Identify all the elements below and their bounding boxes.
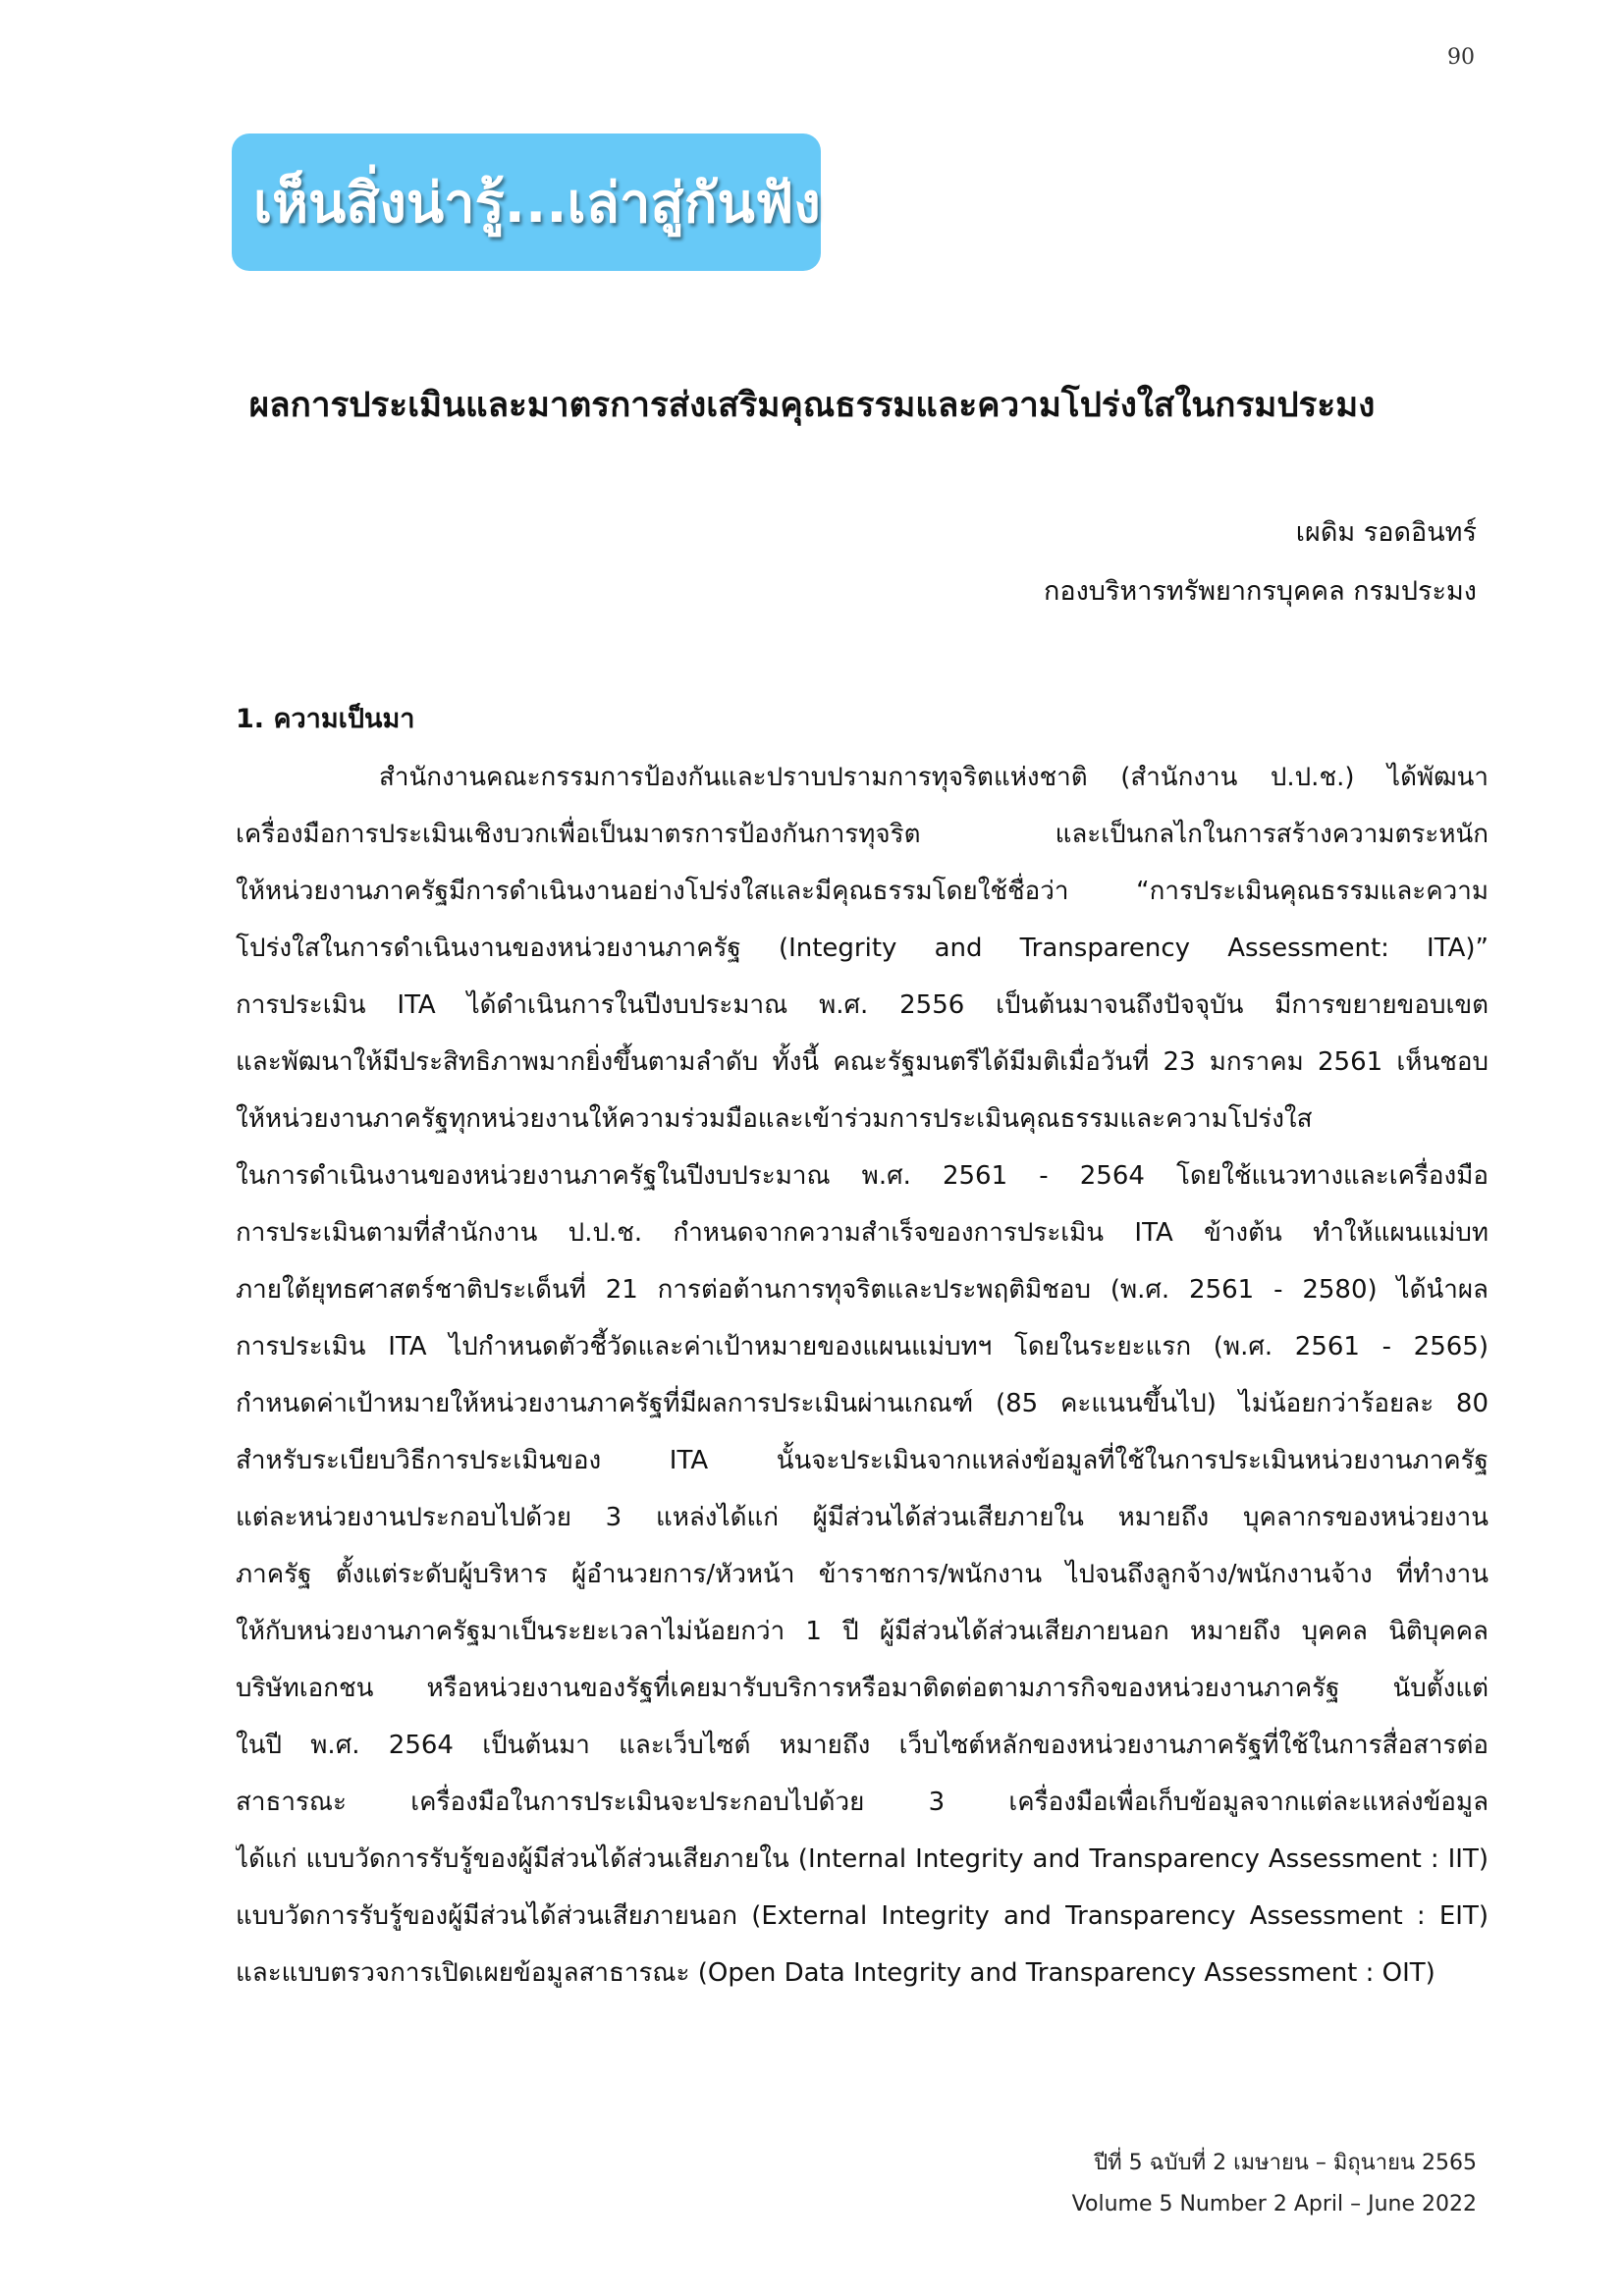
paragraph-line: สำหรับระเบียบวิธีการประเมินของ ITA นั้นจะประเมินจากแหล่งข้อมูลที่ใช้ในการประเมินหน่วยงานภาครัฐ bbox=[236, 1446, 1489, 1475]
page-number: 90 bbox=[1447, 45, 1475, 70]
paragraph-line: แต่ละหน่วยงานประกอบไปด้วย 3 แหล่งได้แก่ ผู้มีส่วนได้ส่วนเสียภายใน หมายถึง บุคลากรของหน่วยงาน bbox=[236, 1503, 1489, 1532]
paragraph-line: ให้กับหน่วยงานภาครัฐมาเป็นระยะเวลาไม่น้อยกว่า 1 ปี ผู้มีส่วนได้ส่วนเสียภายนอก หมายถึง บุคคล นิติบุคคล bbox=[236, 1617, 1489, 1646]
article-title: ผลการประเมินและมาตรการส่งเสริมคุณธรรมและความโปร่งใสในกรมประมง bbox=[248, 386, 1376, 425]
body-paragraph bbox=[236, 749, 1489, 2002]
paragraph-line: ในปี พ.ศ. 2564 เป็นต้นมา และเว็บไซต์ หมายถึง เว็บไซต์หลักของหน่วยงานภาครัฐที่ใช้ในการสื่อสารต่อ bbox=[236, 1731, 1489, 1760]
paragraph-line: ให้หน่วยงานภาครัฐทุกหน่วยงานให้ความร่วมมือและเข้าร่วมการประเมินคุณธรรมและความโปร่งใส bbox=[236, 1104, 1313, 1134]
author-affiliation: กองบริหารทรัพยากรบุคคล กรมประมง bbox=[1044, 576, 1477, 607]
paragraph-line: ในการดำเนินงานของหน่วยงานภาครัฐในปีงบประมาณ พ.ศ. 2561 - 2564 โดยใช้แนวทางและเครื่องมือ bbox=[236, 1161, 1489, 1191]
footer-issue-english: Volume 5 Number 2 April – June 2022 bbox=[1071, 2192, 1477, 2216]
paragraph-line: และแบบตรวจการเปิดเผยข้อมูลสาธารณะ (Open Data Integrity and Transparency Assessment : OIT) bbox=[236, 1958, 1435, 1988]
author-name: เผดิม รอดอินทร์ bbox=[1295, 517, 1477, 548]
paragraph-line: สำนักงานคณะกรรมการป้องกันและปราบปรามการทุจริตแห่งชาติ (สำนักงาน ป.ป.ช.) ได้พัฒนา bbox=[379, 763, 1489, 792]
paragraph-line: ภายใต้ยุทธศาสตร์ชาติประเด็นที่ 21 การต่อต้านการทุจริตและประพฤติมิชอบ (พ.ศ. 2561 - 2580) ได้นำผล bbox=[236, 1275, 1489, 1305]
paragraph-line: โปร่งใสในการดำเนินงานของหน่วยงานภาครัฐ (Integrity and Transparency Assessment: ITA)” bbox=[236, 934, 1489, 963]
paragraph-line: สาธารณะ เครื่องมือในการประเมินจะประกอบไปด้วย 3 เครื่องมือเพื่อเก็บข้อมูลจากแต่ละแหล่งข้อมูล bbox=[236, 1788, 1489, 1817]
author-block bbox=[1044, 504, 1477, 621]
paragraph-line: การประเมินตามที่สำนักงาน ป.ป.ช. กำหนดจากความสำเร็จของการประเมิน ITA ข้างต้น ทำให้แผนแม่บท bbox=[236, 1218, 1489, 1248]
paragraph-line: ให้หน่วยงานภาครัฐมีการดำเนินงานอย่างโปร่งใสและมีคุณธรรมโดยใช้ชื่อว่า “การประเมินคุณธรรมและความ bbox=[236, 877, 1489, 906]
section-banner bbox=[232, 133, 821, 271]
paragraph-line: ภาครัฐ ตั้งแต่ระดับผู้บริหาร ผู้อำนวยการ/หัวหน้า ข้าราชการ/พนักงาน ไปจนถึงลูกจ้าง/พนักงานจ้าง ที่ทำงาน bbox=[236, 1560, 1489, 1589]
paragraph-line: ได้แก่ แบบวัดการรับรู้ของผู้มีส่วนได้ส่วนเสียภายใน (Internal Integrity and Transparency Assessment : IIT) bbox=[236, 1844, 1489, 1874]
paragraph-line: แบบวัดการรับรู้ของผู้มีส่วนได้ส่วนเสียภายนอก (External Integrity and Transparency Assessment : EIT) bbox=[236, 1901, 1489, 1931]
paragraph-line: บริษัทเอกชน หรือหน่วยงานของรัฐที่เคยมารับบริการหรือมาติดต่อตามภารกิจของหน่วยงานภาครัฐ นับตั้งแต่ bbox=[236, 1674, 1489, 1703]
banner-title: เห็นสิ่งน่ารู้...เล่าสู่กันฟัง bbox=[253, 171, 821, 236]
section-heading: 1. ความเป็นมา bbox=[236, 704, 415, 734]
paragraph-line: และพัฒนาให้มีประสิทธิภาพมากยิ่งขึ้นตามลำดับ ทั้งนี้ คณะรัฐมนตรีได้มีมติเมื่อวันที่ 23 มกราคม 2561 เห็นชอบ bbox=[236, 1047, 1489, 1077]
footer-issue-thai: ปีที่ 5 ฉบับที่ 2 เมษายน – มิถุนายน 2565 bbox=[1094, 2151, 1477, 2175]
paragraph-line: การประเมิน ITA ไปกำหนดตัวชี้วัดและค่าเป้าหมายของแผนแม่บทฯ โดยในระยะแรก (พ.ศ. 2561 - 2565) bbox=[236, 1332, 1489, 1362]
paragraph-line: กำหนดค่าเป้าหมายให้หน่วยงานภาครัฐที่มีผลการประเมินผ่านเกณฑ์ (85 คะแนนขึ้นไป) ไม่น้อยกว่าร้อยละ 80 bbox=[236, 1389, 1489, 1418]
journal-footer bbox=[1072, 2143, 1477, 2225]
paragraph-line: การประเมิน ITA ได้ดำเนินการในปีงบประมาณ พ.ศ. 2556 เป็นต้นมาจนถึงปัจจุบัน มีการขยายขอบเขต bbox=[236, 990, 1489, 1020]
paragraph-line: เครื่องมือการประเมินเชิงบวกเพื่อเป็นมาตรการป้องกันการทุจริต และเป็นกลไกในการสร้างความตระหนัก bbox=[236, 820, 1489, 849]
